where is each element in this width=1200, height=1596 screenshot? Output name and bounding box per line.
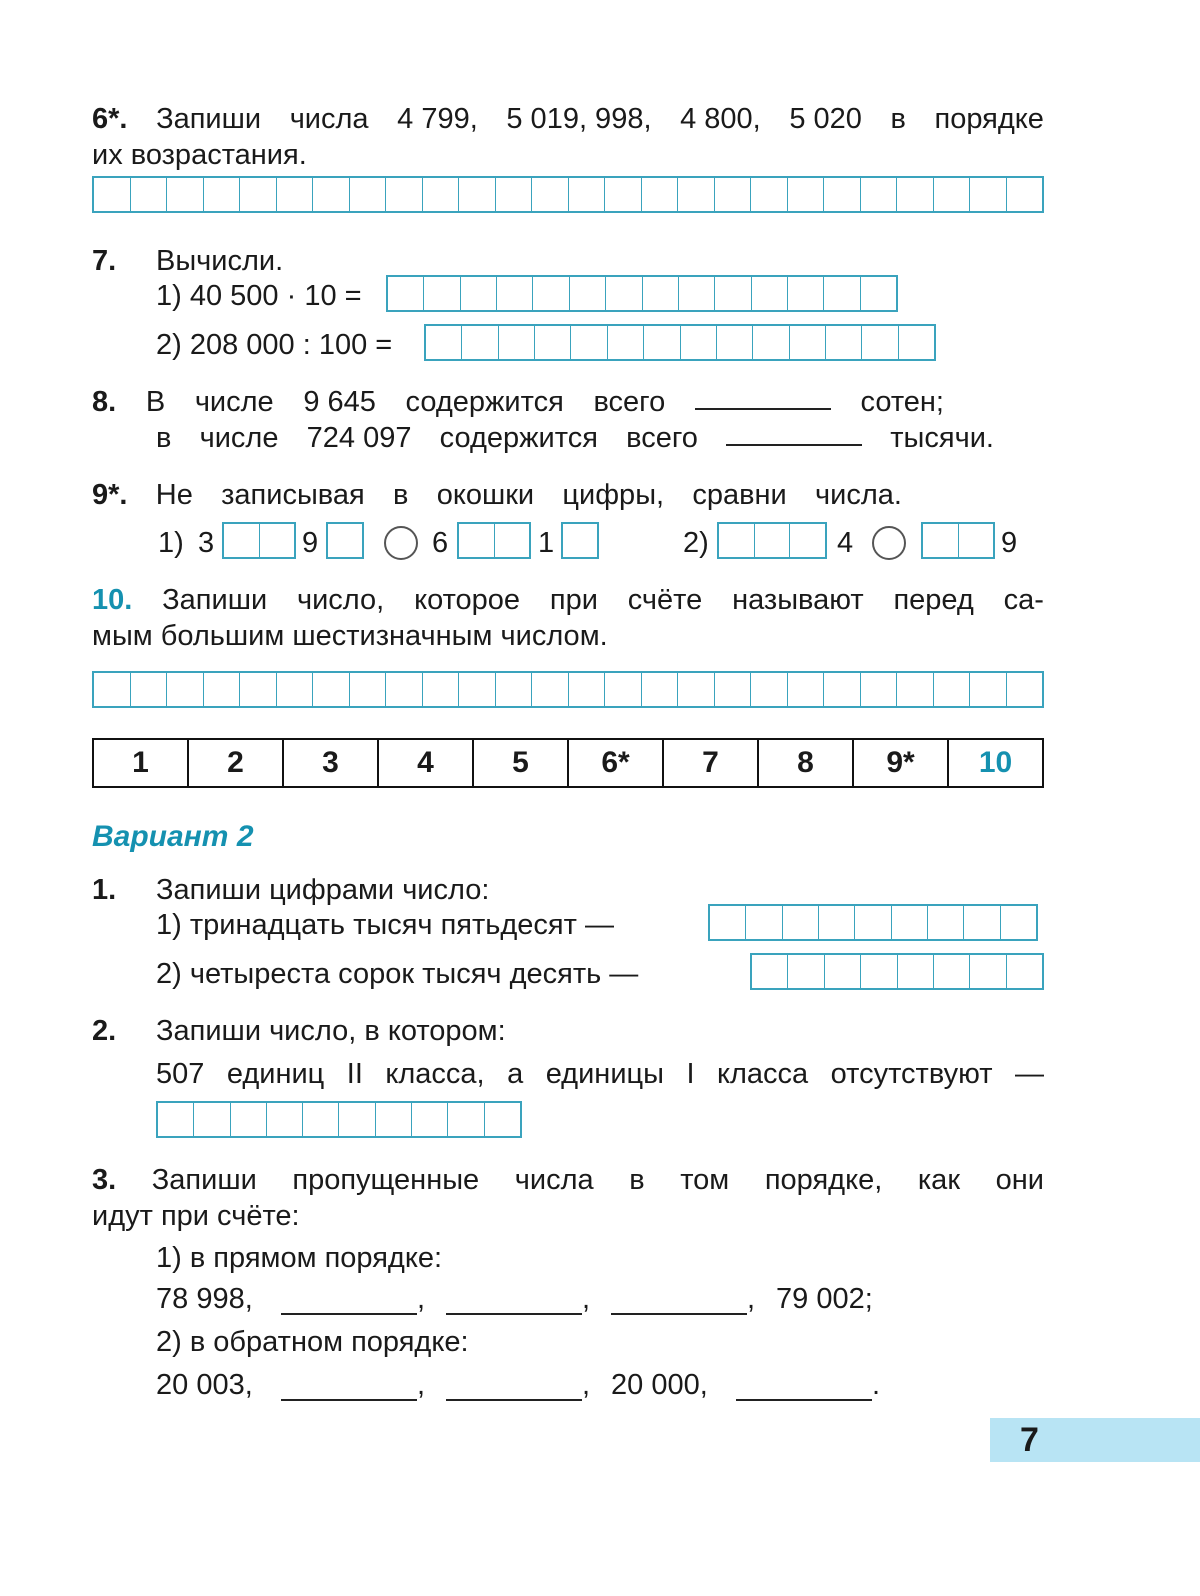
answer-cell[interactable] bbox=[783, 906, 819, 939]
task10-number: 10. bbox=[92, 584, 133, 616]
task6-number: 6*. bbox=[92, 103, 128, 135]
task6-word: 4 799, bbox=[397, 103, 478, 135]
score-cell: 5 bbox=[474, 740, 569, 786]
answer-cell[interactable] bbox=[959, 524, 994, 557]
answer-cell[interactable] bbox=[679, 277, 715, 310]
task8-blank1[interactable] bbox=[695, 384, 831, 410]
v2-task3-word: числа bbox=[514, 1164, 594, 1196]
task8-word: всего bbox=[593, 386, 666, 418]
v2-task2-word: класса bbox=[716, 1058, 809, 1090]
task7-item1: 1) 40 500 · 10 = bbox=[156, 280, 362, 312]
task9-p2-digit: 4 bbox=[837, 527, 854, 559]
task8-word: в bbox=[156, 422, 172, 454]
answer-cell[interactable] bbox=[788, 673, 825, 706]
answer-cell[interactable] bbox=[386, 673, 423, 706]
answer-cell[interactable] bbox=[751, 178, 788, 211]
answer-cell[interactable] bbox=[462, 326, 498, 359]
v2-task3-word: Запиши bbox=[151, 1164, 257, 1196]
task7-item2: 2) 208 000 : 100 = bbox=[156, 329, 393, 361]
answer-cell[interactable] bbox=[819, 906, 855, 939]
answer-cell[interactable] bbox=[231, 1103, 267, 1136]
answer-cell[interactable] bbox=[131, 178, 168, 211]
answer-cell[interactable] bbox=[605, 673, 642, 706]
answer-cell[interactable] bbox=[194, 1103, 230, 1136]
task9-p2-label: 2) bbox=[683, 527, 709, 559]
answer-cell[interactable] bbox=[495, 524, 530, 557]
task8-word: числе bbox=[199, 422, 279, 454]
task9-p2-boxes-b[interactable] bbox=[921, 522, 995, 559]
task8-word: всего bbox=[626, 422, 698, 454]
answer-cell[interactable] bbox=[710, 906, 746, 939]
answer-cell[interactable] bbox=[240, 178, 277, 211]
answer-cell[interactable] bbox=[532, 673, 569, 706]
seq2-mid: 20 000, bbox=[611, 1369, 708, 1401]
answer-cell[interactable] bbox=[678, 178, 715, 211]
task10-word: Запиши bbox=[162, 584, 268, 616]
v2-task2-title: Запиши число, в котором: bbox=[156, 1015, 506, 1047]
answer-cell[interactable] bbox=[328, 524, 362, 557]
answer-cell[interactable] bbox=[376, 1103, 412, 1136]
page-number: 7 bbox=[990, 1418, 1200, 1462]
v2-task2-word: II bbox=[346, 1058, 363, 1090]
task10-line2: мым большим шестизначным числом. bbox=[92, 620, 608, 652]
task6-word: 5 020 bbox=[789, 103, 862, 135]
score-cell: 8 bbox=[759, 740, 854, 786]
task7-answer1-grid[interactable] bbox=[386, 275, 898, 312]
seq2-blank[interactable] bbox=[281, 1375, 417, 1401]
score-cell: 10 bbox=[978, 746, 1013, 779]
v2-task2-word: а bbox=[507, 1058, 524, 1090]
task9-p1-label: 1) bbox=[158, 527, 184, 559]
answer-cell[interactable] bbox=[892, 906, 928, 939]
answer-cell[interactable] bbox=[681, 326, 717, 359]
score-cell: 4 bbox=[379, 740, 474, 786]
task9-title-line bbox=[92, 477, 902, 513]
answer-cell[interactable] bbox=[970, 955, 1006, 988]
answer-cell[interactable] bbox=[569, 178, 606, 211]
answer-cell[interactable] bbox=[934, 178, 971, 211]
task6-answer-grid[interactable] bbox=[92, 176, 1044, 213]
answer-cell[interactable] bbox=[459, 524, 495, 557]
answer-cell[interactable] bbox=[313, 673, 350, 706]
task7-answer2-grid[interactable] bbox=[424, 324, 936, 361]
task8-word: 9 645 bbox=[303, 386, 376, 418]
answer-cell[interactable] bbox=[934, 955, 970, 988]
answer-cell[interactable] bbox=[715, 673, 752, 706]
task9-word: числа. bbox=[815, 479, 902, 511]
v2-task1-item1: 1) тринадцать тысяч пятьдесят — bbox=[156, 909, 614, 941]
answer-cell[interactable] bbox=[496, 178, 533, 211]
task10-word: при bbox=[549, 584, 598, 616]
task8-word: 724 097 bbox=[306, 422, 412, 454]
answer-cell[interactable] bbox=[532, 178, 569, 211]
answer-cell[interactable] bbox=[964, 906, 1000, 939]
task8-word: содержится bbox=[439, 422, 598, 454]
v2-task2-word: 507 bbox=[156, 1058, 205, 1090]
answer-cell[interactable] bbox=[386, 178, 423, 211]
seq2-start: 20 003, bbox=[156, 1369, 253, 1401]
answer-cell[interactable] bbox=[260, 524, 295, 557]
task9-word: цифры, bbox=[562, 479, 665, 511]
v2-task3-sub2: 2) в обратном порядке: bbox=[156, 1326, 469, 1358]
task9-p1-boxes-a[interactable] bbox=[222, 522, 296, 559]
answer-cell[interactable] bbox=[424, 277, 460, 310]
period: . bbox=[872, 1369, 881, 1401]
answer-cell[interactable] bbox=[824, 673, 861, 706]
answer-cell[interactable] bbox=[861, 178, 898, 211]
v2-task2-answer-grid[interactable] bbox=[156, 1101, 522, 1138]
task9-p2-boxes-a[interactable] bbox=[717, 522, 827, 559]
task6-word: Запиши bbox=[156, 103, 262, 135]
task8-line1 bbox=[92, 384, 944, 420]
v2-task1-answer1-grid[interactable] bbox=[708, 904, 1038, 941]
answer-cell[interactable] bbox=[826, 326, 862, 359]
task9-number: 9*. bbox=[92, 479, 128, 511]
v2-task3-word: пропущенные bbox=[292, 1164, 480, 1196]
task10-word: са- bbox=[1003, 584, 1044, 616]
comma: , bbox=[417, 1369, 426, 1401]
answer-cell[interactable] bbox=[350, 673, 387, 706]
answer-cell[interactable] bbox=[897, 673, 934, 706]
task10-word: которое bbox=[414, 584, 521, 616]
answer-cell[interactable] bbox=[563, 524, 597, 557]
v2-task2-word: отсутствуют bbox=[830, 1058, 993, 1090]
answer-cell[interactable] bbox=[1007, 673, 1043, 706]
v2-task3-word: том bbox=[680, 1164, 730, 1196]
answer-cell[interactable] bbox=[426, 326, 462, 359]
task9-p1-digit: 3 bbox=[198, 527, 215, 559]
answer-cell[interactable] bbox=[788, 178, 825, 211]
answer-cell[interactable] bbox=[1007, 955, 1042, 988]
v2-task3-sub1: 1) в прямом порядке: bbox=[156, 1242, 443, 1274]
task10-word: называют bbox=[732, 584, 864, 616]
answer-cell[interactable] bbox=[715, 178, 752, 211]
answer-cell[interactable] bbox=[570, 277, 606, 310]
answer-cell[interactable] bbox=[94, 178, 131, 211]
answer-cell[interactable] bbox=[717, 326, 753, 359]
answer-cell[interactable] bbox=[861, 673, 898, 706]
v2-task1-number: 1. bbox=[92, 874, 117, 906]
answer-cell[interactable] bbox=[267, 1103, 303, 1136]
answer-cell[interactable] bbox=[719, 524, 755, 557]
answer-cell[interactable] bbox=[752, 277, 788, 310]
answer-cell[interactable] bbox=[569, 673, 606, 706]
v2-task2-word: класса, bbox=[385, 1058, 485, 1090]
answer-cell[interactable] bbox=[448, 1103, 484, 1136]
answer-cell[interactable] bbox=[861, 955, 897, 988]
answer-cell[interactable] bbox=[167, 673, 204, 706]
seq1-start: 78 998, bbox=[156, 1283, 253, 1315]
task9-p2-digit: 9 bbox=[1001, 527, 1018, 559]
answer-cell[interactable] bbox=[350, 178, 387, 211]
answer-cell[interactable] bbox=[899, 326, 934, 359]
score-cell: 6* bbox=[569, 740, 664, 786]
task8-blank2[interactable] bbox=[726, 420, 862, 446]
task8-word: числе bbox=[194, 386, 274, 418]
v2-task1-item2: 2) четыреста сорок тысяч десять — bbox=[156, 958, 639, 990]
task8-word: сотен; bbox=[860, 386, 944, 418]
task8-word: В bbox=[145, 386, 166, 418]
answer-cell[interactable] bbox=[606, 277, 642, 310]
task9-word: Не bbox=[155, 479, 193, 511]
answer-cell[interactable] bbox=[608, 326, 644, 359]
answer-cell[interactable] bbox=[923, 524, 959, 557]
v2-task3-word: порядке, bbox=[764, 1164, 883, 1196]
answer-cell[interactable] bbox=[388, 277, 424, 310]
task8-word: тысячи. bbox=[890, 422, 994, 454]
task6-line2: их возрастания. bbox=[92, 139, 307, 171]
answer-cell[interactable] bbox=[204, 673, 241, 706]
answer-cell[interactable] bbox=[277, 673, 314, 706]
answer-cell[interactable] bbox=[753, 326, 789, 359]
v2-task2-word: I bbox=[686, 1058, 695, 1090]
task10-line1 bbox=[92, 582, 1044, 618]
answer-cell[interactable] bbox=[824, 277, 860, 310]
answer-cell[interactable] bbox=[755, 524, 791, 557]
task10-word: число, bbox=[297, 584, 385, 616]
score-cell: 3 bbox=[284, 740, 379, 786]
v2-task1-title: Запиши цифрами число: bbox=[156, 874, 490, 906]
answer-cell[interactable] bbox=[459, 673, 496, 706]
answer-cell[interactable] bbox=[339, 1103, 375, 1136]
answer-cell[interactable] bbox=[535, 326, 571, 359]
task8-line2 bbox=[156, 420, 994, 456]
answer-cell[interactable] bbox=[746, 906, 782, 939]
task9-word: записывая bbox=[221, 479, 365, 511]
comma: , bbox=[417, 1283, 426, 1315]
task9-p1-digit: 1 bbox=[538, 527, 555, 559]
answer-cell[interactable] bbox=[313, 178, 350, 211]
answer-cell[interactable] bbox=[928, 906, 964, 939]
score-cell: 2 bbox=[189, 740, 284, 786]
answer-cell[interactable] bbox=[715, 277, 751, 310]
answer-cell[interactable] bbox=[459, 178, 496, 211]
answer-cell[interactable] bbox=[788, 277, 824, 310]
compare-circle[interactable] bbox=[872, 526, 906, 560]
task7-title: Вычисли. bbox=[156, 245, 284, 277]
seq1-blank[interactable] bbox=[446, 1289, 582, 1315]
comma: , bbox=[582, 1369, 591, 1401]
task9-word: окошки bbox=[436, 479, 535, 511]
v2-task2-line bbox=[156, 1056, 1044, 1092]
answer-cell[interactable] bbox=[1001, 906, 1036, 939]
comma: , bbox=[747, 1283, 756, 1315]
answer-cell[interactable] bbox=[158, 1103, 194, 1136]
v2-task2-word: — bbox=[1014, 1058, 1044, 1090]
task10-word: счёте bbox=[627, 584, 703, 616]
task10-word: перед bbox=[893, 584, 974, 616]
answer-cell[interactable] bbox=[970, 178, 1007, 211]
answer-cell[interactable] bbox=[788, 955, 824, 988]
compare-circle[interactable] bbox=[384, 526, 418, 560]
answer-cell[interactable] bbox=[643, 277, 679, 310]
task7-number: 7. bbox=[92, 245, 117, 277]
v2-task2-word: единицы bbox=[545, 1058, 664, 1090]
answer-cell[interactable] bbox=[1007, 178, 1043, 211]
seq1-end: 79 002; bbox=[776, 1283, 873, 1315]
task9-p1-boxes-d[interactable] bbox=[561, 522, 599, 559]
task9-p1-digit: 6 bbox=[432, 527, 449, 559]
task6-line1 bbox=[92, 101, 1044, 137]
task9-p1-boxes-b[interactable] bbox=[326, 522, 364, 559]
answer-cell[interactable] bbox=[790, 524, 825, 557]
answer-cell[interactable] bbox=[855, 906, 891, 939]
answer-cell[interactable] bbox=[862, 326, 898, 359]
answer-cell[interactable] bbox=[752, 955, 788, 988]
v2-task1-answer2-grid[interactable] bbox=[750, 953, 1044, 990]
answer-cell[interactable] bbox=[423, 673, 460, 706]
v2-task2-word: единиц bbox=[226, 1058, 325, 1090]
answer-cell[interactable] bbox=[642, 673, 679, 706]
answer-cell[interactable] bbox=[224, 524, 260, 557]
answer-cell[interactable] bbox=[790, 326, 826, 359]
answer-cell[interactable] bbox=[485, 1103, 520, 1136]
v2-task3-word: они bbox=[995, 1164, 1044, 1196]
answer-cell[interactable] bbox=[533, 277, 569, 310]
answer-cell[interactable] bbox=[898, 955, 934, 988]
score-table bbox=[92, 738, 1044, 788]
comma: , bbox=[582, 1283, 591, 1315]
answer-cell[interactable] bbox=[642, 178, 679, 211]
v2-task3-word: в bbox=[629, 1164, 645, 1196]
seq1-blank[interactable] bbox=[611, 1289, 747, 1315]
task9-p1-boxes-c[interactable] bbox=[457, 522, 531, 559]
answer-cell[interactable] bbox=[499, 326, 535, 359]
task6-word: порядке bbox=[934, 103, 1044, 135]
answer-cell[interactable] bbox=[825, 955, 861, 988]
score-cell: 9* bbox=[854, 740, 949, 786]
answer-cell[interactable] bbox=[861, 277, 896, 310]
answer-cell[interactable] bbox=[303, 1103, 339, 1136]
v2-task2-number: 2. bbox=[92, 1015, 117, 1047]
v2-task3-line2: идут при счёте: bbox=[92, 1200, 300, 1232]
task6-word: 4 800, bbox=[680, 103, 761, 135]
task9-word: сравни bbox=[692, 479, 787, 511]
answer-cell[interactable] bbox=[131, 673, 168, 706]
task9-p1-digit: 9 bbox=[302, 527, 319, 559]
score-cell: 1 bbox=[94, 740, 189, 786]
answer-cell[interactable] bbox=[751, 673, 788, 706]
answer-cell[interactable] bbox=[412, 1103, 448, 1136]
task8-number: 8. bbox=[92, 386, 117, 418]
answer-cell[interactable] bbox=[277, 178, 314, 211]
v2-task3-line1 bbox=[92, 1162, 1044, 1198]
variant-title: Вариант 2 bbox=[92, 820, 254, 853]
answer-cell[interactable] bbox=[824, 178, 861, 211]
task6-word: 5 019, 998, bbox=[506, 103, 652, 135]
score-cell: 7 bbox=[664, 740, 759, 786]
answer-cell[interactable] bbox=[678, 673, 715, 706]
task10-answer-grid[interactable] bbox=[92, 671, 1044, 708]
answer-cell[interactable] bbox=[94, 673, 131, 706]
seq2-blank[interactable] bbox=[736, 1375, 872, 1401]
answer-cell[interactable] bbox=[204, 178, 241, 211]
answer-cell[interactable] bbox=[970, 673, 1007, 706]
answer-cell[interactable] bbox=[497, 277, 533, 310]
seq2-blank[interactable] bbox=[446, 1375, 582, 1401]
answer-cell[interactable] bbox=[461, 277, 497, 310]
answer-cell[interactable] bbox=[240, 673, 277, 706]
answer-cell[interactable] bbox=[644, 326, 680, 359]
v2-task3-word: как bbox=[917, 1164, 960, 1196]
answer-cell[interactable] bbox=[167, 178, 204, 211]
task6-word: числа bbox=[289, 103, 369, 135]
answer-cell[interactable] bbox=[934, 673, 971, 706]
answer-cell[interactable] bbox=[605, 178, 642, 211]
task6-word: в bbox=[890, 103, 906, 135]
task9-word: в bbox=[393, 479, 409, 511]
answer-cell[interactable] bbox=[423, 178, 460, 211]
answer-cell[interactable] bbox=[897, 178, 934, 211]
seq1-blank[interactable] bbox=[281, 1289, 417, 1315]
answer-cell[interactable] bbox=[571, 326, 607, 359]
answer-cell[interactable] bbox=[496, 673, 533, 706]
task8-word: содержится bbox=[405, 386, 564, 418]
v2-task3-number: 3. bbox=[92, 1164, 117, 1196]
